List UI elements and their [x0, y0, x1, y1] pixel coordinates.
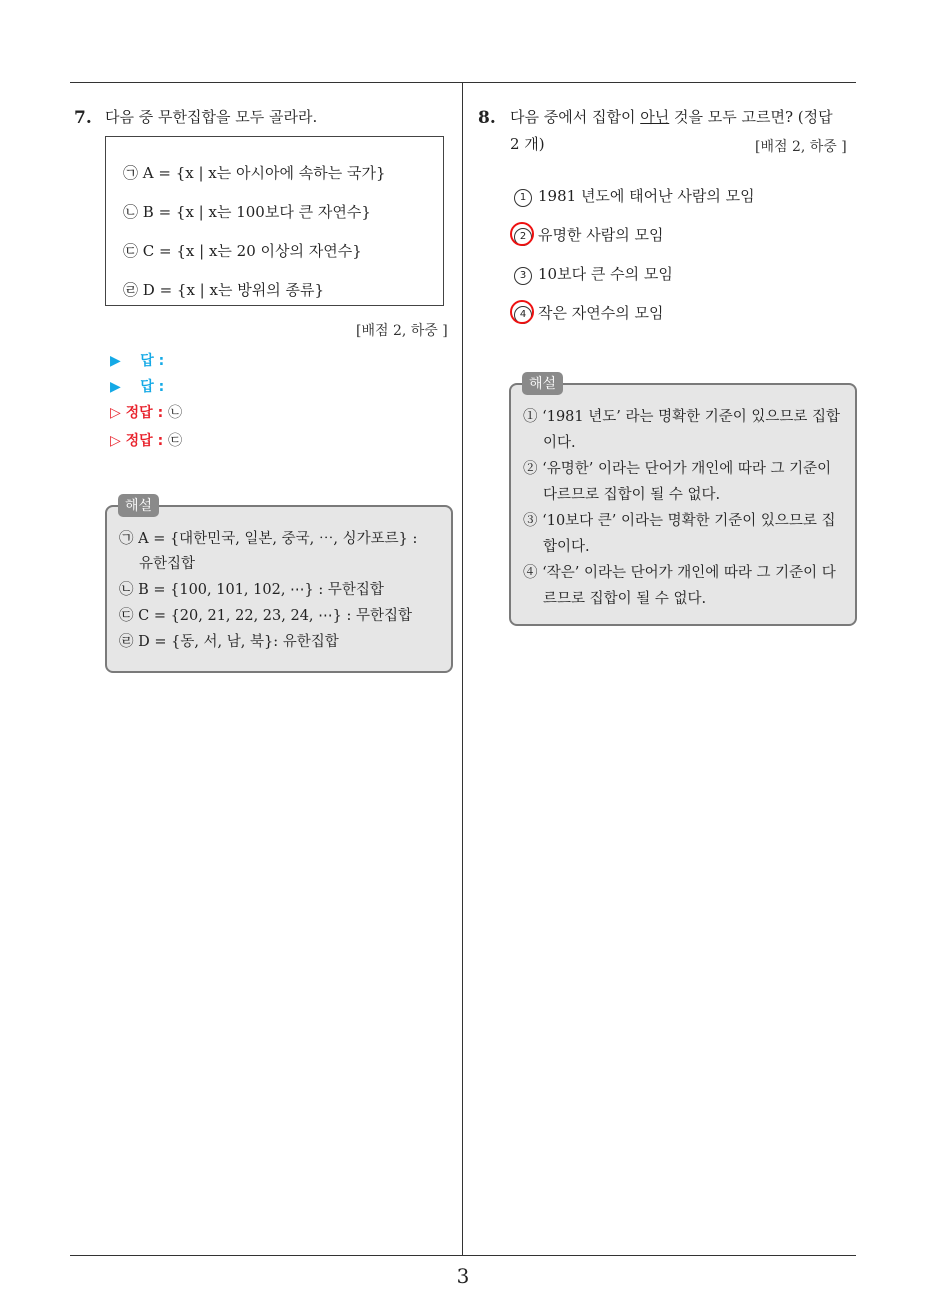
choice-marker: ㉡: [123, 203, 143, 221]
q8-option-2: [514, 224, 663, 246]
play-arrow-icon: ▶: [110, 379, 121, 395]
option-number: 4: [514, 306, 532, 324]
correct-value: ㉡: [168, 405, 183, 421]
q7-explanation-box: [105, 505, 453, 673]
q8-question-part1: 다음 중에서 집합이: [510, 108, 641, 126]
page-number: 3: [456, 1264, 470, 1288]
outline-arrow-icon: ▷: [110, 405, 121, 421]
q8-explanation-tag: 해설: [522, 372, 563, 395]
q8-number: 8.: [478, 108, 496, 128]
q7-choice-c: [123, 240, 362, 261]
option-text: 작은 자연수의 모임: [538, 304, 664, 322]
q8-expl-line-6: 합이다.: [543, 539, 590, 555]
q7-expl-line-1: ㉠ A = {대한민국, 일본, 중국, ⋯, 싱가포르} :: [119, 531, 418, 547]
option-number: 1: [514, 189, 532, 207]
choice-marker: ㉠: [123, 164, 143, 182]
q7-expl-line-2: 유한집합: [139, 556, 196, 572]
q8-option-3: [514, 263, 673, 285]
q8-expl-line-8: 르므로 집합이 될 수 없다.: [543, 591, 707, 607]
q8-expl-line-2: 이다.: [543, 435, 576, 451]
q7-choice-b: [123, 201, 371, 222]
q8-score: [배점 2, 하중 ]: [755, 139, 847, 155]
q7-choice-b-text: B = {x | x는 100보다 큰 자연수}: [142, 203, 371, 221]
q8-question-line2: 2 개): [510, 135, 545, 153]
q7-question: 다음 중 무한집합을 모두 골라라.: [105, 108, 318, 126]
q8-expl-line-1: ① ‘1981 년도’ 라는 명확한 기준이 있으므로 집합: [523, 409, 840, 425]
q8-expl-line-7: ④ ‘작은’ 이라는 단어가 개인에 따라 그 기준이 다: [523, 565, 836, 581]
option-number: 3: [514, 267, 532, 285]
answer-label: 답 :: [140, 379, 165, 395]
correct-label: 정답 :: [125, 433, 164, 449]
option-text: 1981 년도에 태어난 사람의 모임: [538, 187, 755, 205]
selected-circle-mark: [510, 222, 534, 246]
q7-choice-a-text: A = {x | x는 아시아에 속하는 국가}: [142, 164, 386, 182]
choice-marker: ㉢: [123, 242, 143, 260]
q7-expl-line-5: ㉣ D = {동, 서, 남, 북}: 유한집합: [119, 634, 339, 650]
q8-option-4: [514, 302, 663, 324]
q7-answer-1: [110, 350, 164, 370]
column-divider: [462, 82, 463, 1256]
selected-circle-mark: [510, 300, 534, 324]
outline-arrow-icon: ▷: [110, 433, 121, 449]
q7-explanation-tag: 해설: [118, 494, 159, 517]
q8-expl-line-4: 다르므로 집합이 될 수 없다.: [543, 487, 721, 503]
answer-label: 답 :: [140, 353, 165, 369]
q7-correct-1: [110, 402, 182, 422]
choice-marker: ㉣: [123, 281, 143, 299]
q7-score: [배점 2, 하중 ]: [356, 323, 448, 339]
q7-expl-line-4: ㉢ C = {20, 21, 22, 23, 24, ⋯} : 무한집합: [119, 608, 412, 624]
q8-question-underlined: 아닌: [640, 108, 670, 126]
q8-question: [510, 104, 833, 131]
bottom-rule: [70, 1255, 856, 1256]
q8-expl-line-3: ② ‘유명한’ 이라는 단어가 개인에 따라 그 기준이: [523, 461, 832, 477]
q7-choice-c-text: C = {x | x는 20 이상의 자연수}: [142, 242, 362, 260]
q7-number: 7.: [74, 108, 92, 128]
top-rule: [70, 82, 856, 83]
q7-choice-d: [123, 279, 324, 300]
q7-answer-2: [110, 376, 164, 396]
q7-correct-2: [110, 430, 182, 450]
q7-choice-a: [123, 162, 386, 183]
q8-expl-line-5: ③ ‘10보다 큰’ 이라는 명확한 기준이 있으므로 집: [523, 513, 836, 529]
q7-choice-d-text: D = {x | x는 방위의 종류}: [142, 281, 324, 299]
q8-explanation-box: [509, 383, 857, 626]
play-arrow-icon: ▶: [110, 353, 121, 369]
option-number: 2: [514, 228, 532, 246]
option-text: 10보다 큰 수의 모임: [538, 265, 673, 283]
correct-value: ㉢: [168, 433, 183, 449]
correct-label: 정답 :: [125, 405, 164, 421]
option-text: 유명한 사람의 모임: [538, 226, 664, 244]
q7-choice-box: [105, 136, 444, 306]
q8-question-part2: 것을 모두 고르면? (정답: [669, 108, 833, 126]
q7-expl-line-3: ㉡ B = {100, 101, 102, ⋯} : 무한집합: [119, 582, 384, 598]
q8-option-1: [514, 185, 755, 207]
